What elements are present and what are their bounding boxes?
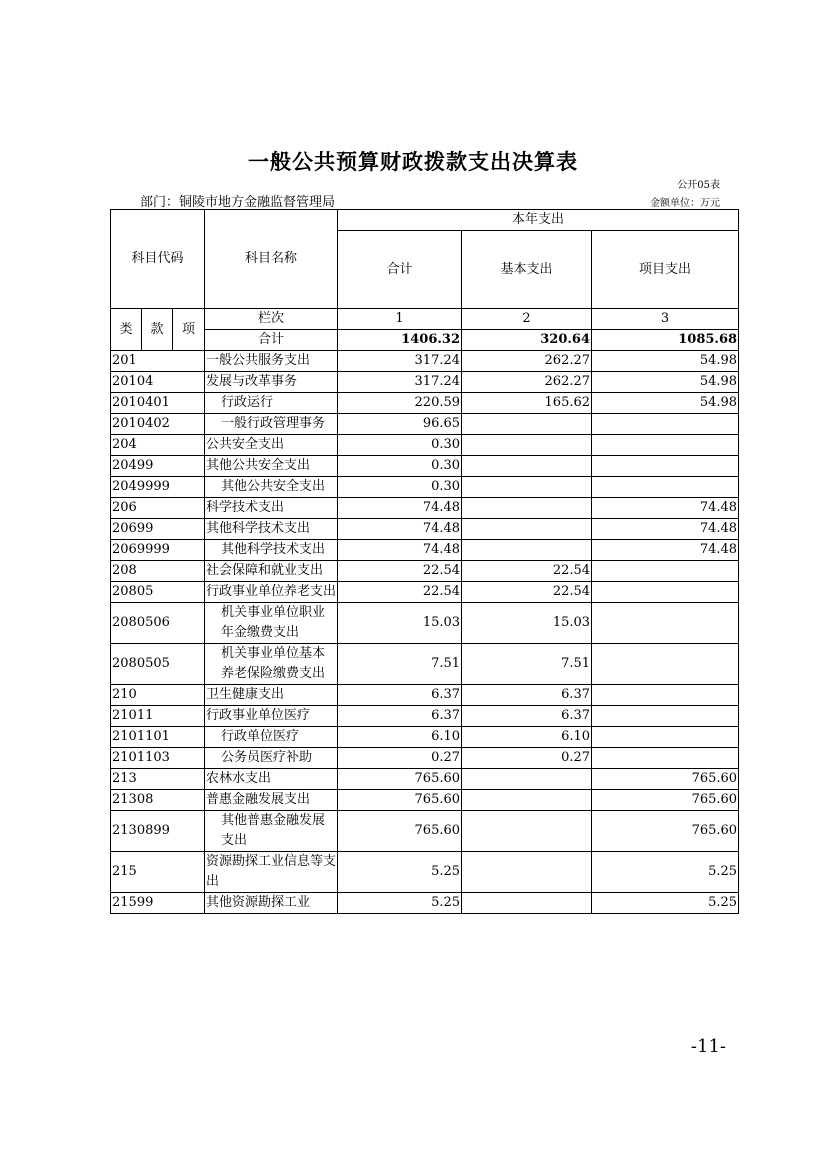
row-project: 74.48 bbox=[592, 519, 739, 540]
table-row bbox=[111, 582, 739, 603]
row-total: 317.24 bbox=[338, 351, 462, 372]
row-code: 2069999 bbox=[111, 540, 205, 561]
row-name: 资源勘探工业信息等支出 bbox=[205, 852, 338, 893]
row-project bbox=[592, 603, 739, 644]
row-project bbox=[592, 582, 739, 603]
row-name: 其他科学技术支出 bbox=[205, 540, 338, 561]
row-project: 74.48 bbox=[592, 540, 739, 561]
row-total: 0.30 bbox=[338, 477, 462, 498]
row-name: 行政事业单位养老支出 bbox=[205, 582, 338, 603]
row-total: 74.48 bbox=[338, 498, 462, 519]
row-name: 其他资源勘探工业 bbox=[205, 893, 338, 914]
table-row bbox=[111, 893, 739, 914]
row-code: 20699 bbox=[111, 519, 205, 540]
row-project: 54.98 bbox=[592, 372, 739, 393]
table-row bbox=[111, 498, 739, 519]
row-name: 发展与改革事务 bbox=[205, 372, 338, 393]
row-total: 15.03 bbox=[338, 603, 462, 644]
total-row-project: 1085.68 bbox=[592, 330, 739, 351]
header-col1: 1 bbox=[338, 309, 462, 330]
table-row bbox=[111, 393, 739, 414]
header-col3: 3 bbox=[592, 309, 739, 330]
row-code: 213 bbox=[111, 769, 205, 790]
page-number: -11- bbox=[690, 1036, 726, 1057]
form-number: 公开05表 bbox=[677, 180, 720, 191]
table-row bbox=[111, 790, 739, 811]
table-row bbox=[111, 811, 739, 852]
row-code: 2101103 bbox=[111, 748, 205, 769]
total-row-label: 合计 bbox=[205, 330, 338, 351]
row-code: 2080505 bbox=[111, 644, 205, 685]
row-project bbox=[592, 644, 739, 685]
row-project: 54.98 bbox=[592, 351, 739, 372]
row-basic: 22.54 bbox=[462, 561, 592, 582]
row-code: 208 bbox=[111, 561, 205, 582]
row-basic: 262.27 bbox=[462, 372, 592, 393]
header-name: 科目名称 bbox=[205, 210, 338, 309]
row-code: 2130899 bbox=[111, 811, 205, 852]
row-name: 一般行政管理事务 bbox=[205, 414, 338, 435]
row-name: 行政事业单位医疗 bbox=[205, 706, 338, 727]
row-name: 机关事业单位职业年金缴费支出 bbox=[205, 603, 338, 644]
header-year-expense: 本年支出 bbox=[338, 210, 739, 231]
page-title: 一般公共预算财政拨款支出决算表 bbox=[248, 150, 578, 174]
row-code: 20805 bbox=[111, 582, 205, 603]
row-total: 7.51 bbox=[338, 644, 462, 685]
row-basic bbox=[462, 456, 592, 477]
table-row bbox=[111, 644, 739, 685]
row-project bbox=[592, 456, 739, 477]
row-total: 0.30 bbox=[338, 435, 462, 456]
row-project bbox=[592, 685, 739, 706]
department-label: 部门：铜陵市地方金融监督管理局 bbox=[140, 195, 336, 210]
row-total: 5.25 bbox=[338, 852, 462, 893]
header-total: 合计 bbox=[338, 231, 462, 309]
row-code: 210 bbox=[111, 685, 205, 706]
table-row bbox=[111, 561, 739, 582]
row-project bbox=[592, 477, 739, 498]
table-row bbox=[111, 435, 739, 456]
row-code: 2101101 bbox=[111, 727, 205, 748]
row-basic bbox=[462, 540, 592, 561]
row-name: 其他普惠金融发展支出 bbox=[205, 811, 338, 852]
header-basic: 基本支出 bbox=[462, 231, 592, 309]
row-name: 行政运行 bbox=[205, 393, 338, 414]
row-basic bbox=[462, 414, 592, 435]
row-project: 765.60 bbox=[592, 811, 739, 852]
row-total: 0.30 bbox=[338, 456, 462, 477]
row-name: 普惠金融发展支出 bbox=[205, 790, 338, 811]
total-row-basic: 320.64 bbox=[462, 330, 592, 351]
row-basic: 6.10 bbox=[462, 727, 592, 748]
row-basic bbox=[462, 519, 592, 540]
row-basic: 7.51 bbox=[462, 644, 592, 685]
row-name: 公共安全支出 bbox=[205, 435, 338, 456]
row-basic bbox=[462, 435, 592, 456]
row-total: 220.59 bbox=[338, 393, 462, 414]
row-basic: 15.03 bbox=[462, 603, 592, 644]
row-project: 54.98 bbox=[592, 393, 739, 414]
header-lanci: 栏次 bbox=[205, 309, 338, 330]
row-total: 765.60 bbox=[338, 811, 462, 852]
table-row bbox=[111, 769, 739, 790]
table-row bbox=[111, 351, 739, 372]
row-basic bbox=[462, 477, 592, 498]
row-total: 317.24 bbox=[338, 372, 462, 393]
row-code: 204 bbox=[111, 435, 205, 456]
header-kuan: 款 bbox=[142, 309, 173, 351]
row-name: 公务员医疗补助 bbox=[205, 748, 338, 769]
header-xiang: 项 bbox=[173, 309, 205, 351]
row-code: 21011 bbox=[111, 706, 205, 727]
row-code: 2049999 bbox=[111, 477, 205, 498]
header-col2: 2 bbox=[462, 309, 592, 330]
row-name: 一般公共服务支出 bbox=[205, 351, 338, 372]
row-name: 科学技术支出 bbox=[205, 498, 338, 519]
table-row bbox=[111, 372, 739, 393]
row-code: 2010401 bbox=[111, 393, 205, 414]
row-name: 机关事业单位基本养老保险缴费支出 bbox=[205, 644, 338, 685]
row-code: 21308 bbox=[111, 790, 205, 811]
row-total: 765.60 bbox=[338, 769, 462, 790]
row-project: 5.25 bbox=[592, 893, 739, 914]
row-total: 6.37 bbox=[338, 685, 462, 706]
row-basic: 6.37 bbox=[462, 685, 592, 706]
expense-table bbox=[110, 209, 739, 914]
amount-unit: 金额单位：万元 bbox=[650, 198, 720, 209]
header-lei: 类 bbox=[111, 309, 142, 351]
row-total: 0.27 bbox=[338, 748, 462, 769]
row-code: 201 bbox=[111, 351, 205, 372]
row-project bbox=[592, 706, 739, 727]
table-row bbox=[111, 852, 739, 893]
header-project: 项目支出 bbox=[592, 231, 739, 309]
table-row bbox=[111, 685, 739, 706]
table-row bbox=[111, 748, 739, 769]
table-row bbox=[111, 477, 739, 498]
total-row-total: 1406.32 bbox=[338, 330, 462, 351]
row-project: 5.25 bbox=[592, 852, 739, 893]
table-row bbox=[111, 414, 739, 435]
row-basic: 262.27 bbox=[462, 351, 592, 372]
row-basic: 0.27 bbox=[462, 748, 592, 769]
row-basic bbox=[462, 811, 592, 852]
row-total: 6.37 bbox=[338, 706, 462, 727]
row-project bbox=[592, 414, 739, 435]
row-total: 6.10 bbox=[338, 727, 462, 748]
row-project: 74.48 bbox=[592, 498, 739, 519]
row-code: 21599 bbox=[111, 893, 205, 914]
row-total: 96.65 bbox=[338, 414, 462, 435]
row-name: 卫生健康支出 bbox=[205, 685, 338, 706]
row-project: 765.60 bbox=[592, 769, 739, 790]
row-name: 行政单位医疗 bbox=[205, 727, 338, 748]
row-project bbox=[592, 748, 739, 769]
header-code: 科目代码 bbox=[111, 210, 205, 309]
row-basic: 6.37 bbox=[462, 706, 592, 727]
row-total: 74.48 bbox=[338, 519, 462, 540]
row-total: 22.54 bbox=[338, 561, 462, 582]
row-project: 765.60 bbox=[592, 790, 739, 811]
row-code: 2010402 bbox=[111, 414, 205, 435]
row-name: 其他公共安全支出 bbox=[205, 477, 338, 498]
row-name: 其他科学技术支出 bbox=[205, 519, 338, 540]
row-project bbox=[592, 561, 739, 582]
row-project bbox=[592, 435, 739, 456]
row-basic bbox=[462, 498, 592, 519]
row-total: 22.54 bbox=[338, 582, 462, 603]
row-basic: 165.62 bbox=[462, 393, 592, 414]
row-code: 215 bbox=[111, 852, 205, 893]
row-basic bbox=[462, 893, 592, 914]
table-row bbox=[111, 456, 739, 477]
row-project bbox=[592, 727, 739, 748]
row-basic bbox=[462, 790, 592, 811]
row-code: 206 bbox=[111, 498, 205, 519]
row-total: 765.60 bbox=[338, 790, 462, 811]
row-total: 74.48 bbox=[338, 540, 462, 561]
row-basic: 22.54 bbox=[462, 582, 592, 603]
row-name: 其他公共安全支出 bbox=[205, 456, 338, 477]
table-row bbox=[111, 727, 739, 748]
table-row bbox=[111, 706, 739, 727]
row-name: 社会保障和就业支出 bbox=[205, 561, 338, 582]
table-row bbox=[111, 540, 739, 561]
row-basic bbox=[462, 852, 592, 893]
table-row bbox=[111, 603, 739, 644]
row-code: 20499 bbox=[111, 456, 205, 477]
row-code: 2080506 bbox=[111, 603, 205, 644]
row-total: 5.25 bbox=[338, 893, 462, 914]
row-name: 农林水支出 bbox=[205, 769, 338, 790]
table-row bbox=[111, 519, 739, 540]
row-code: 20104 bbox=[111, 372, 205, 393]
row-basic bbox=[462, 769, 592, 790]
